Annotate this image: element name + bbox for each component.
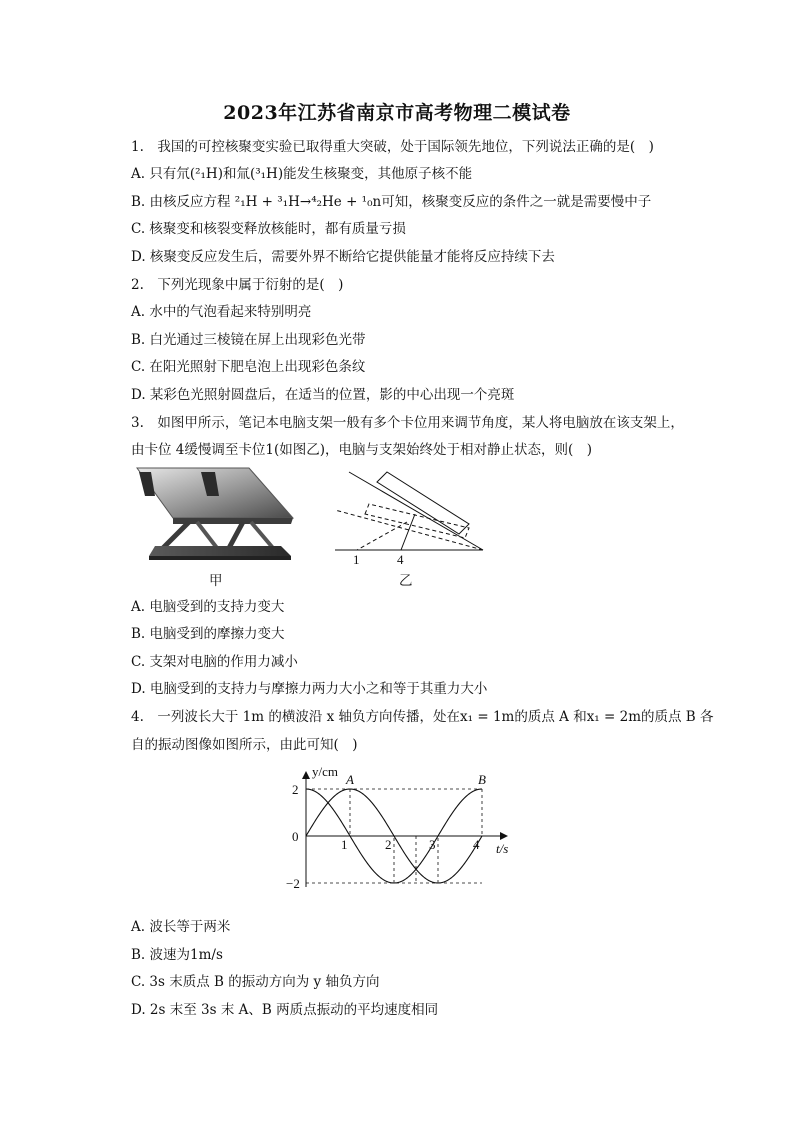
question-4-stem-line2: 自的振动图像如图所示，由此可知( ) bbox=[131, 737, 358, 753]
q4-option-b: B. 波速为1m/s bbox=[131, 947, 223, 963]
question-3-stem-line2: 由卡位 4缓慢调至卡位1(如图乙)，电脑与支架始终处于相对静止状态，则( ) bbox=[131, 442, 593, 458]
question-1-stem: 1. 我国的可控核聚变实验已取得重大突破，处于国际领先地位，下列说法正确的是( ) bbox=[131, 139, 654, 155]
x-tick-label: 4 bbox=[473, 837, 480, 852]
q4-option-a: A. 波长等于两米 bbox=[131, 919, 231, 935]
q1-option-a: A. 只有氘(²₁H)和氚(³₁H)能发生核聚变，其他原子核不能 bbox=[131, 166, 473, 182]
stand-slot-1-label: 1 bbox=[353, 552, 360, 566]
question-4-stem-line1: 4. 一列波长大于 1m 的横波沿 x 轴负方向传播，处在x₁ = 1m的质点 A 和x₁ = 2m的质点 B 各 bbox=[131, 709, 714, 725]
x-axis-label: t/s bbox=[496, 841, 509, 856]
q2-option-d: D. 某彩色光照射圆盘后，在适当的位置，影的中心出现一个亮斑 bbox=[131, 387, 515, 403]
figure-jia-caption: 甲 bbox=[209, 573, 223, 589]
q4-option-c: C. 3s 末质点 B 的振动方向为 y 轴负方向 bbox=[131, 974, 380, 990]
figure-yi-caption: 乙 bbox=[399, 573, 413, 589]
q3-option-d: D. 电脑受到的支持力与摩擦力两力大小之和等于其重力大小 bbox=[131, 681, 488, 697]
q2-option-a: A. 水中的气泡看起来特别明亮 bbox=[131, 304, 312, 320]
y-tick-label: −2 bbox=[286, 876, 300, 891]
q1-option-b: B. 由核反应方程 ²₁H + ³₁H→⁴₂He + ¹₀n可知，核聚变反应的条件之一就是需要慢中子 bbox=[131, 194, 652, 210]
x-tick-label: 1 bbox=[341, 837, 348, 852]
origin-label: 0 bbox=[292, 829, 299, 844]
stand-slot-4-label: 4 bbox=[397, 552, 404, 566]
q1-option-d: D. 核聚变反应发生后，需要外界不断给它提供能量才能将反应持续下去 bbox=[131, 249, 555, 265]
paper-title: 2023年江苏省南京市高考物理二模试卷 bbox=[223, 102, 571, 124]
q3-option-a: A. 电脑受到的支持力变大 bbox=[131, 599, 285, 615]
series-b-label: B bbox=[478, 772, 486, 787]
q2-option-b: B. 白光通过三棱镜在屏上出现彩色光带 bbox=[131, 332, 366, 348]
laptop-stand-photo bbox=[131, 466, 299, 566]
q2-option-c: C. 在阳光照射下肥皂泡上出现彩色条纹 bbox=[131, 359, 366, 375]
series-a-label: A bbox=[346, 772, 354, 787]
question-3-stem-line1: 3. 如图甲所示，笔记本电脑支架一般有多个卡位用来调节角度，某人将电脑放在该支架上， bbox=[131, 415, 684, 431]
y-axis-label: y/cm bbox=[312, 764, 338, 779]
q1-option-c: C. 核聚变和核裂变释放核能时，都有质量亏损 bbox=[131, 221, 406, 237]
x-tick-label: 2 bbox=[385, 837, 392, 852]
q3-option-c: C. 支架对电脑的作用力减小 bbox=[131, 654, 298, 670]
stand-angle-diagram bbox=[335, 466, 485, 566]
q3-option-b: B. 电脑受到的摩擦力变大 bbox=[131, 626, 285, 642]
question-2-stem: 2. 下列光现象中属于衍射的是( ) bbox=[131, 277, 344, 293]
y-tick-label: 2 bbox=[292, 782, 299, 797]
q4-option-d: D. 2s 末至 3s 末 A、B 两质点振动的平均速度相同 bbox=[131, 1002, 439, 1018]
vibration-graph bbox=[276, 760, 516, 895]
x-tick-label: 3 bbox=[429, 837, 436, 852]
